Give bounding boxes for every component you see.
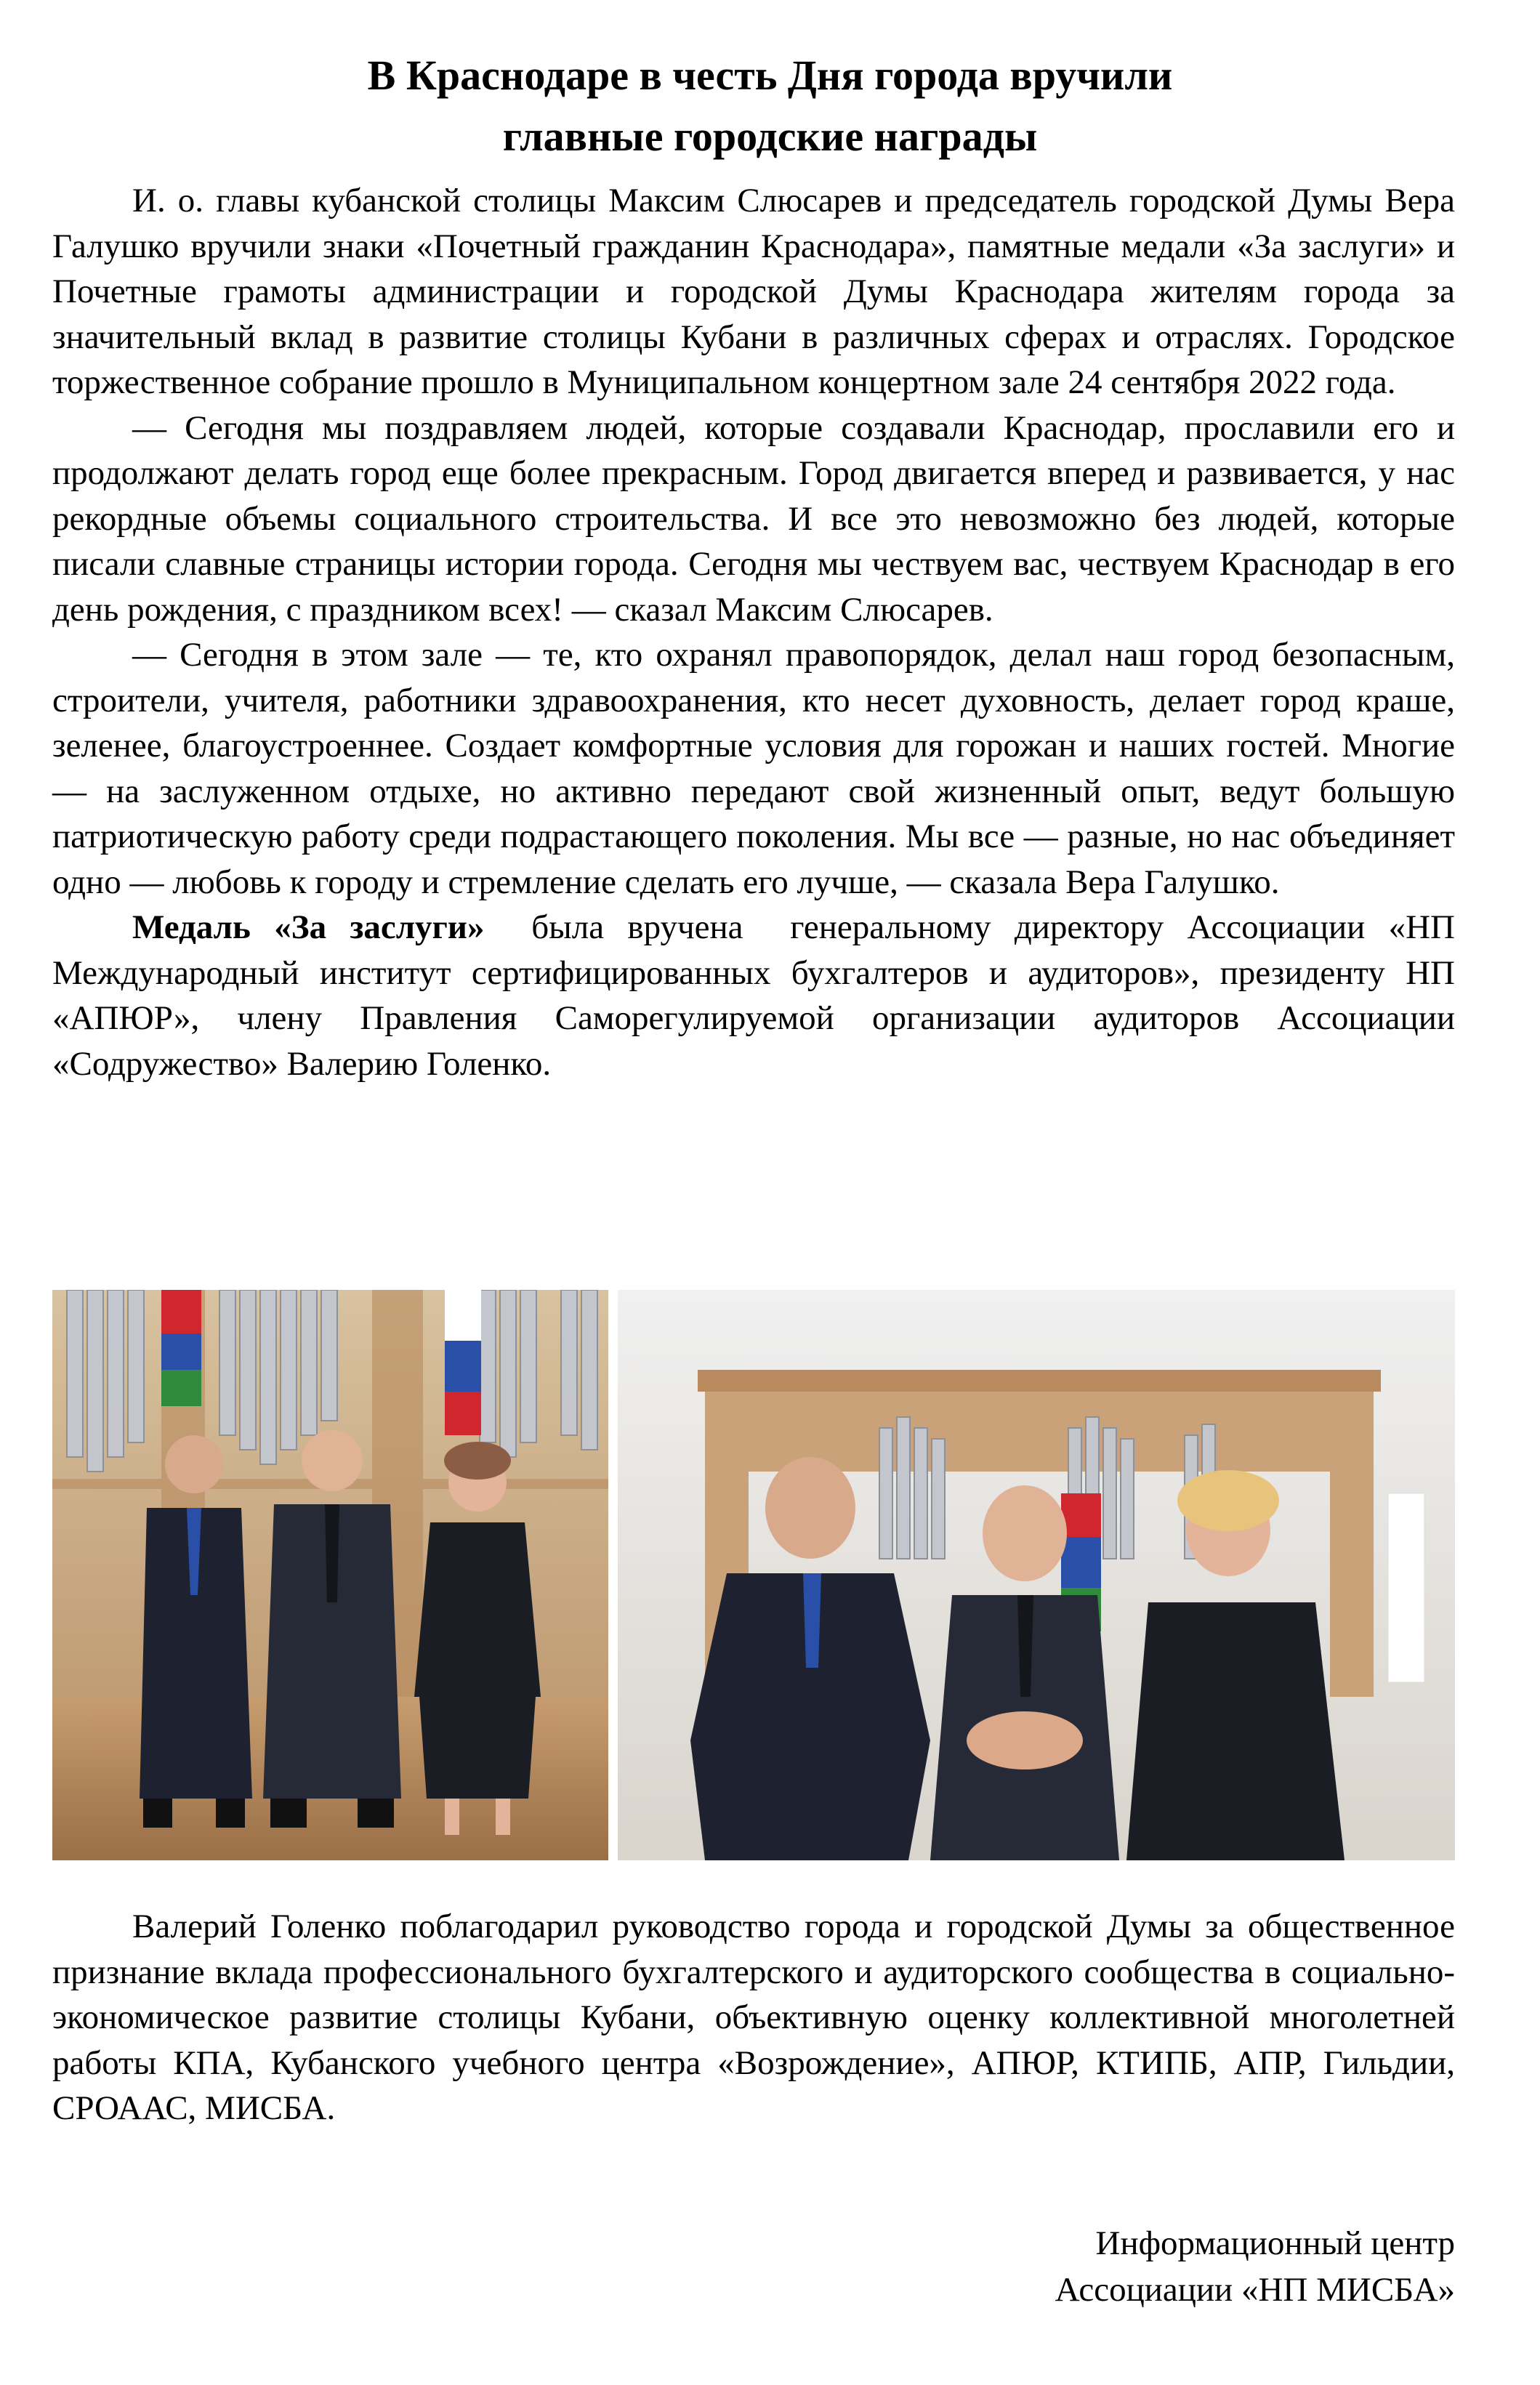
title-line-1: В Краснодаре в честь Дня города вручили [367,52,1173,99]
photo-award-handshake [618,1290,1455,1860]
article-title [0,45,1540,167]
paragraph-intro: И. о. главы кубанской столицы Максим Слюсарев и председатель городской Думы Вера Галушко вручили знаки «Почетный гражданин Краснодара», памятные медали «За заслуги» и Почетные грамоты администрации и городской Думы Краснодара жителям города за значительный вклад в развитие столицы Кубани в различных сферах и отраслях. Городское торжественное собрание прошло в Муниципальном концертном зале 24 сентября 2022 года. [52,182,1455,401]
medal-description: была вручена генеральному директору Ассоциации «НП Международный институт сертифицированных бухгалтеров и аудиторов», президенту НП «АПЮР», члену Правления Саморегулируемой организации аудиторов Ассоциации «Содружество» Валерию Голенко. [52,908,1464,1083]
title-line-2: главные городские награды [502,113,1038,160]
paragraph-gratitude: Валерий Голенко поблагодарил руководство города и городской Думы за общественное признание вклада профессионального бухгалтерского и аудиторского сообщества в социально-экономическое развитие столицы Кубани, объективную оценку коллективной многолетней работы КПА, Кубанского учебного центра «Возрождение», АПЮР, КТИПБ, АПР, Гильдии, СРОААС, МИСБА. [52,1908,1455,2127]
signature-line-1: Информационный центр [1095,2224,1455,2262]
paragraph-medal [52,905,1464,1086]
paragraph-quote-slyusarev: — Сегодня мы поздравляем людей, которые создавали Краснодар, прославили его и продолжают делать город еще более прекрасным. Город двигается вперед и развивается, у нас рекордные объемы социального строительства. И все это невозможно без людей, которые писали славные страницы истории города. Сегодня мы чествуем вас, чествуем Краснодар в его день рождения, с праздником всех! — сказал Максим Слюсарев. [52,408,1455,629]
article-body [52,178,1464,1086]
photo-award-group-standing [52,1290,608,1860]
signature [727,2220,1455,2313]
signature-line-2: Ассоциации «НП МИСБА» [1055,2271,1455,2309]
closing-section [52,1904,1455,2131]
paragraph-quote-galushko: — Сегодня в этом зале — те, кто охранял правопорядок, делал наш город безопасным, строители, учителя, работники здравоохранения, кто несет духовность, делает город краше, зеленее, благоустроеннее. Создает комфортные условия для горожан и наших гостей. Многие — на заслуженном отдыхе, но активно передают свой жизненный опыт, ведут большую патриотическую работу среди подрастающего поколения. Мы все — разные, но нас объединяет одно — любовь к городу и стремление сделать его лучше, — сказала Вера Галушко. [52,636,1455,901]
medal-title-bold: Медаль «За заслуги» [132,908,485,946]
